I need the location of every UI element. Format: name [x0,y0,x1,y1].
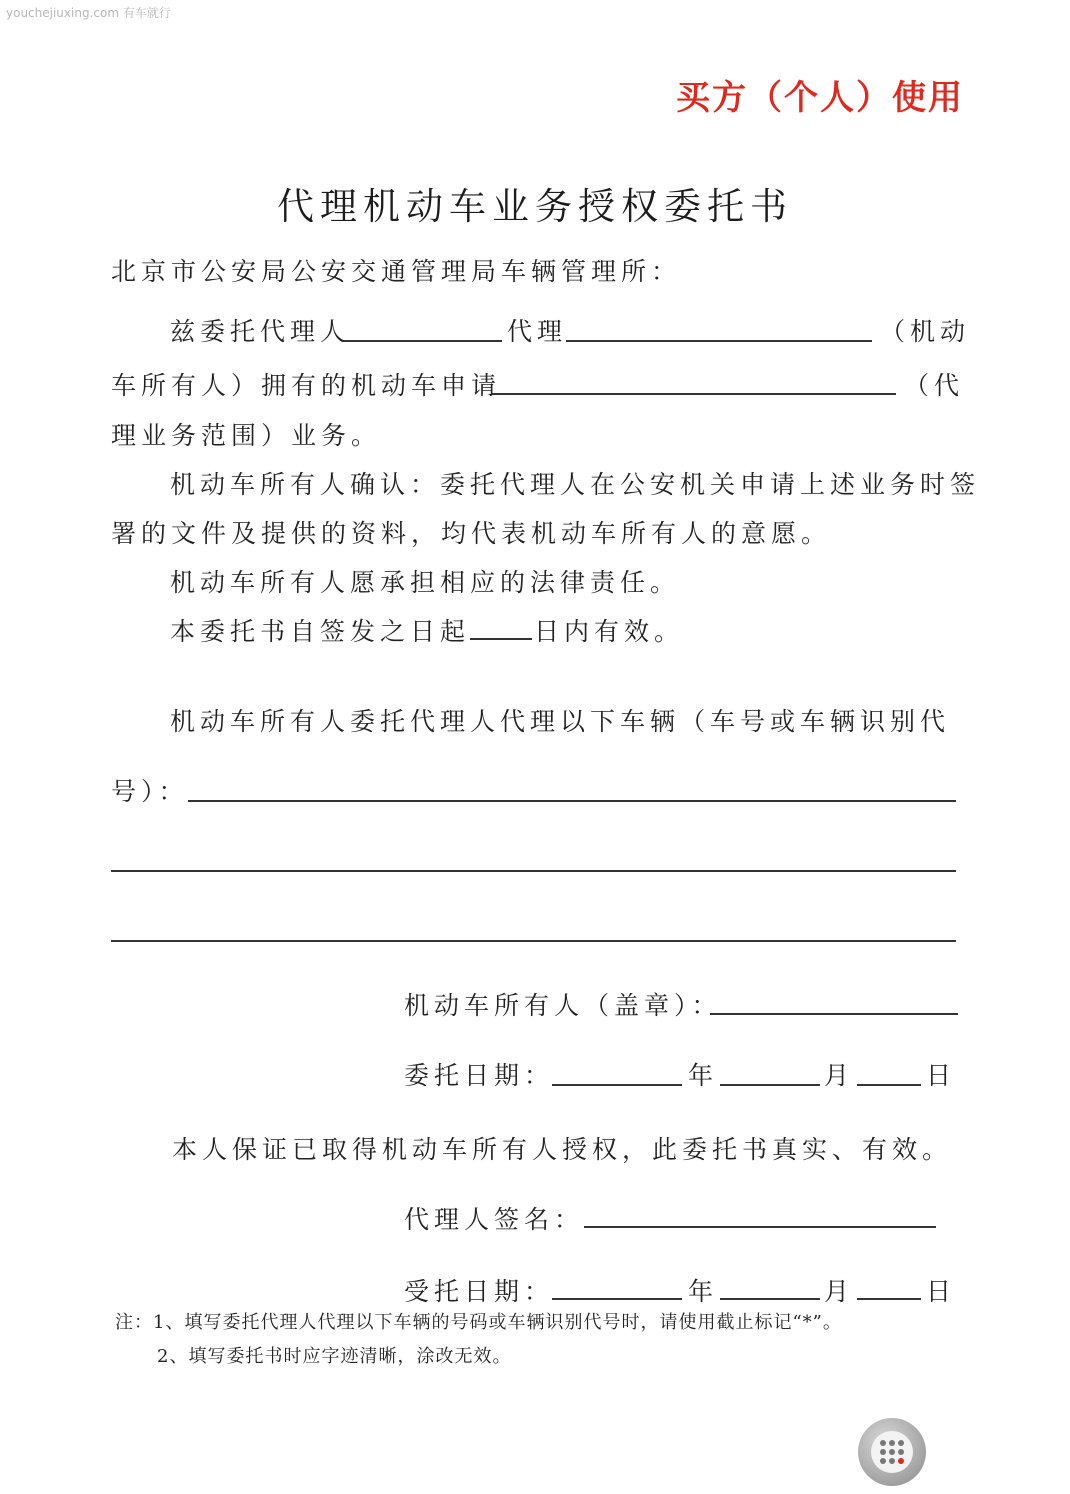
accept-year-field[interactable] [552,1298,682,1300]
para1-f: 理业务范围）业务。 [111,421,382,450]
para1-a: 兹委托代理人 [170,317,351,346]
entrust-month-unit: 月 [824,1061,855,1090]
entrust-year-unit: 年 [688,1061,719,1090]
document-title: 代理机动车业务授权委托书 [277,185,793,228]
accept-date-label: 受托日期： [404,1277,555,1306]
entrust-date-label: 委托日期： [404,1061,555,1090]
accept-month-field[interactable] [720,1298,820,1300]
para4-a: 本委托书自签发之日起 [170,617,471,646]
watermark-name: 有车就行 [122,6,171,20]
note-2: 2、填写委托书时应字迹清晰，涂改无效。 [157,1346,512,1367]
accept-year-unit: 年 [688,1277,719,1306]
business-scope-field[interactable] [492,393,896,395]
watermark-site: youchejiuxing.com [6,6,120,20]
addressee: 北京市公安局公安交通管理局车辆管理所： [111,257,682,286]
owner-seal-label: 机动车所有人（盖章）： [404,991,722,1020]
accept-month-unit: 月 [824,1277,855,1306]
agent-name-field[interactable] [342,340,502,342]
para1-c: （机动 [880,317,971,346]
entrust-day-field[interactable] [857,1084,921,1086]
para1-e: （代 [904,371,965,400]
agent-sign-label: 代理人签名： [404,1205,585,1234]
accept-day-field[interactable] [857,1298,921,1300]
accept-day-unit: 日 [926,1277,957,1306]
para5-b: 号）： [111,777,189,806]
para2-a: 机动车所有人确认：委托代理人在公安机关申请上述业务时签 [170,470,981,499]
gear-shift-logo-icon [858,1418,926,1486]
valid-days-field[interactable] [470,638,532,640]
owner-seal-field[interactable] [710,1013,958,1015]
para1-d: 车所有人）拥有的机动车申请 [111,371,502,400]
para2-b: 署的文件及提供的资料，均代表机动车所有人的意愿。 [111,519,832,548]
para1-b: 代理 [507,317,568,346]
para4-b: 日内有效。 [534,617,685,646]
vehicle-line-1[interactable] [188,800,956,802]
vehicle-line-3[interactable] [111,940,956,942]
para5-a: 机动车所有人委托代理人代理以下车辆（车号或车辆识别代 [170,707,951,736]
note-1: 注：1、填写委托代理人代理以下车辆的号码或车辆识别代号时，请使用截止标记“*”。 [115,1312,842,1333]
usage-tag: 买方（个人）使用 [676,78,964,118]
guarantee-statement: 本人保证已取得机动车所有人授权，此委托书真实、有效。 [172,1135,953,1164]
agent-sign-field[interactable] [584,1226,936,1228]
entrust-day-unit: 日 [926,1061,957,1090]
vehicle-line-2[interactable] [111,870,956,872]
entrust-year-field[interactable] [552,1084,682,1086]
watermark [6,4,171,21]
owner-name-field[interactable] [566,340,872,342]
entrust-month-field[interactable] [720,1084,820,1086]
para3: 机动车所有人愿承担相应的法律责任。 [170,568,681,597]
